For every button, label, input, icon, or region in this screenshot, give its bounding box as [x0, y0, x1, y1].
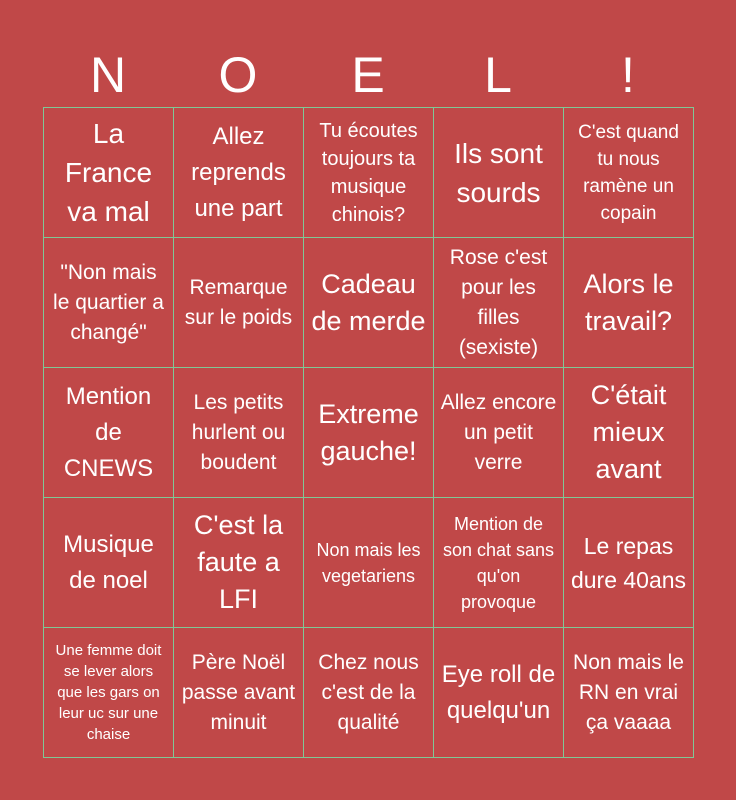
bingo-cell-text: Allez reprends une part	[191, 122, 286, 222]
bingo-cell-text: C'est la faute a LFI	[193, 510, 284, 614]
bingo-cell[interactable]	[564, 628, 694, 758]
bingo-cell-text: Eye roll de quelqu'un	[441, 660, 556, 724]
bingo-cell[interactable]	[564, 108, 694, 238]
bingo-cell[interactable]	[174, 628, 304, 758]
header-letter-l: L	[484, 47, 512, 103]
bingo-cell-text: Alors le travail?	[583, 268, 674, 336]
bingo-header	[43, 44, 693, 106]
bingo-cell[interactable]	[434, 108, 564, 238]
bingo-cell[interactable]	[434, 628, 564, 758]
bingo-cell[interactable]	[174, 368, 304, 498]
bingo-cell-text: "Non mais le quartier a changé"	[53, 260, 164, 344]
bingo-cell-text: Cadeau de merde	[311, 268, 426, 336]
bingo-cell-text: Non mais le RN en vrai ça vaaaa	[573, 650, 684, 734]
bingo-cell[interactable]	[564, 498, 694, 628]
bingo-cell[interactable]	[564, 368, 694, 498]
bingo-cell-text: C'est quand tu nous ramène un copain	[578, 121, 679, 224]
bingo-cell-text: Non mais les vegetariens	[316, 539, 421, 586]
bingo-cell-text: La France va mal	[64, 118, 153, 227]
bingo-cell-text: Tu écoutes toujours ta musique chinois?	[319, 119, 418, 226]
bingo-cell[interactable]	[174, 498, 304, 628]
bingo-cell[interactable]	[434, 238, 564, 368]
bingo-cell[interactable]	[564, 238, 694, 368]
bingo-cell-text: Mention de son chat sans qu'on provoque	[442, 513, 555, 612]
bingo-cell[interactable]	[304, 108, 434, 238]
bingo-cell-text: Remarque sur le poids	[184, 275, 293, 329]
bingo-cell[interactable]	[304, 628, 434, 758]
header-letter-e: E	[351, 47, 385, 103]
bingo-cell-text: Le repas dure 40ans	[570, 532, 687, 593]
bingo-cell-text: Rose c'est pour les filles (sexiste)	[449, 245, 548, 359]
header-letter-n: N	[89, 47, 127, 103]
bingo-cell[interactable]	[304, 498, 434, 628]
bingo-cell[interactable]	[434, 498, 564, 628]
header-letter-exclamation: !	[621, 47, 635, 103]
bingo-cell[interactable]	[174, 108, 304, 238]
bingo-cell[interactable]	[44, 108, 174, 238]
bingo-cell-text: Une femme doit se lever alors que les gars on leur uc sur une chaise	[55, 642, 162, 743]
bingo-cell[interactable]	[44, 238, 174, 368]
bingo-cell-text: Ils sont sourds	[454, 137, 543, 208]
bingo-cell[interactable]	[304, 368, 434, 498]
bingo-cell[interactable]	[44, 628, 174, 758]
bingo-grid	[43, 107, 694, 758]
bingo-cell[interactable]	[44, 498, 174, 628]
bingo-cell[interactable]	[44, 368, 174, 498]
bingo-cell-text: Les petits hurlent ou boudent	[191, 390, 286, 474]
bingo-cell-text: Chez nous c'est de la qualité	[318, 650, 419, 734]
bingo-cell[interactable]	[174, 238, 304, 368]
bingo-cell-text: Mention de CNEWS	[63, 382, 154, 482]
bingo-cell-text: Musique de noel	[63, 530, 154, 594]
bingo-cell-text: Père Noël passe avant minuit	[181, 650, 296, 734]
bingo-cell[interactable]	[304, 238, 434, 368]
bingo-cell[interactable]	[434, 368, 564, 498]
header-letter-o: O	[218, 47, 258, 103]
bingo-cell-text: Allez encore un petit verre	[440, 390, 557, 474]
bingo-cell-text: Extreme gauche!	[318, 398, 419, 466]
bingo-cell-text: C'était mieux avant	[590, 380, 667, 484]
